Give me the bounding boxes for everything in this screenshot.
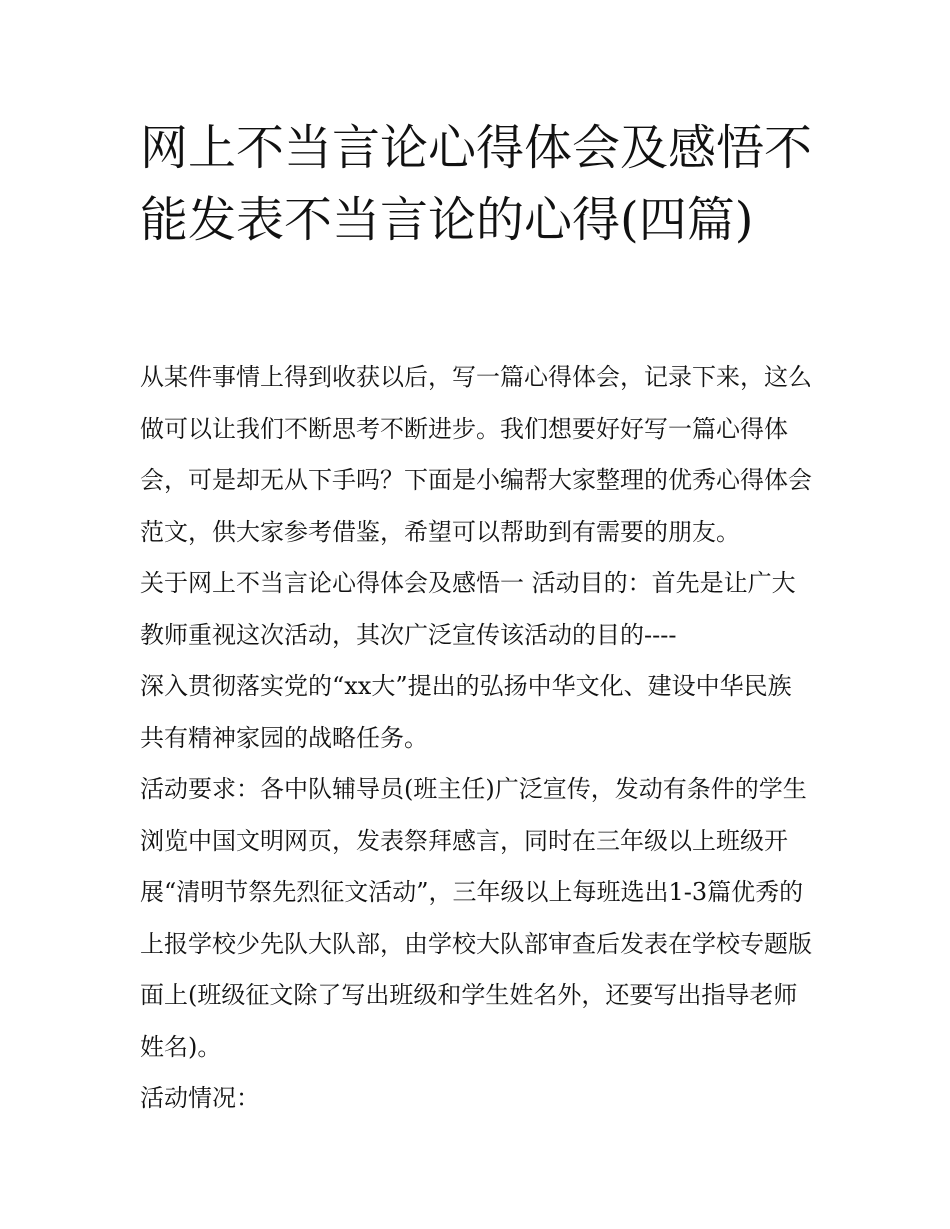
intro-paragraph: 从某件事情上得到收获以后，写一篇心得体会，记录下来，这么做可以让我们不断思考不断进步。我们想要好好写一篇心得体会，可是却无从下手吗？下面是小编帮大家整理的优秀心得体会范文，供大家参考借鉴，希望可以帮助到有需要的朋友。 — [140, 363, 812, 546]
policy-paragraph: 深入贯彻落实党的“xx大”提出的弘扬中华文化、建设中华民族共有精神家园的战略任务。 — [140, 672, 792, 752]
activity-status-paragraph: 活动情况： — [140, 1084, 260, 1112]
document-title: 网上不当言论心得体会及感悟不能发表不当言论的心得(四篇) — [140, 120, 813, 248]
activity-requirements-paragraph: 活动要求：各中队辅导员(班主任)广泛宣传，发动有条件的学生浏览中国文明网页，发表祭拜感言，同时在三年级以上班级开展“清明节祭先烈征文活动”，三年级以上每班选出1-3篇优秀的上报学校少先队大队部，由学校大队部审查后发表在学校专题版面上(班级征文除了写出班级和学生姓名外，还要写出指导老师姓名)。 — [140, 775, 812, 1061]
activity-purpose-paragraph: 关于网上不当言论心得体会及感悟一 活动目的：首先是让广大教师重视这次活动，其次广泛宣传该活动的目的---- — [140, 569, 796, 649]
document-body — [140, 352, 815, 1125]
